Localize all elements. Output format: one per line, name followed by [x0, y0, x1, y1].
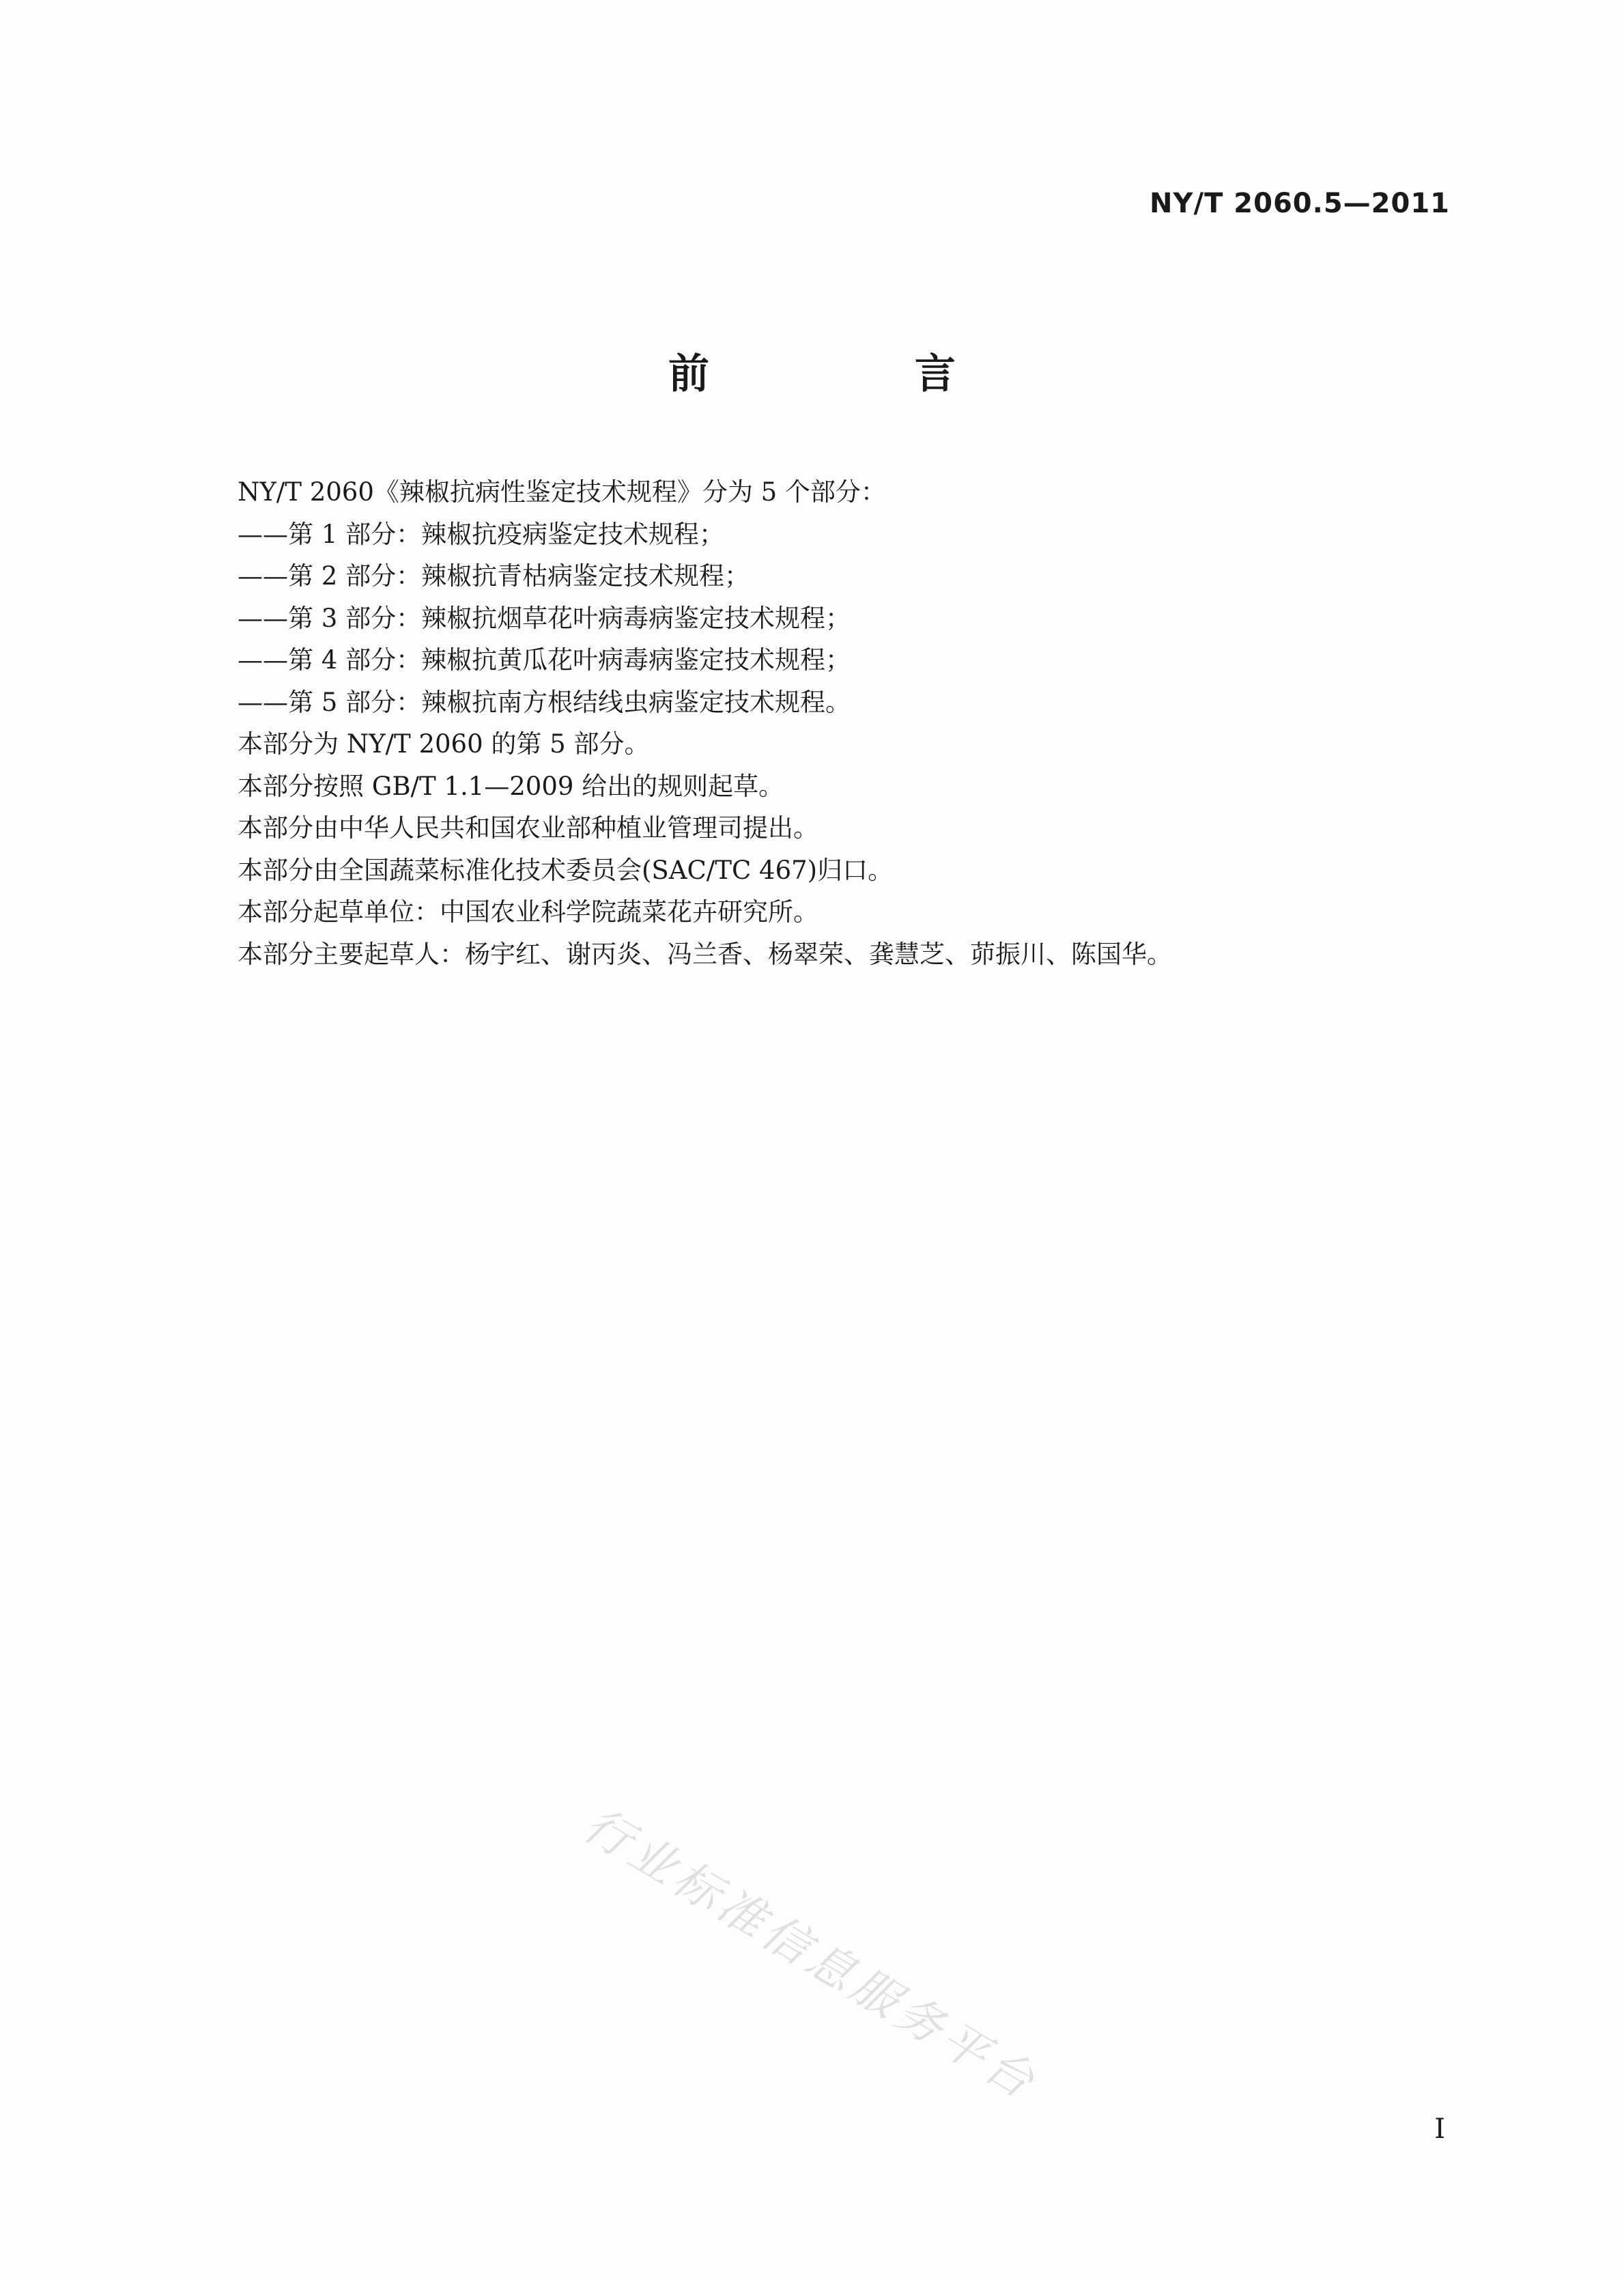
- list-item-part-1: ——第 1 部分：辣椒抗疫病鉴定技术规程；: [238, 519, 725, 549]
- paragraph-proposer: 本部分由中华人民共和国农业部种植业管理司提出。: [238, 813, 818, 843]
- standard-code: NY/T 2060.5—2011: [1150, 188, 1450, 219]
- paragraph-drafters: 本部分主要起草人：杨宇红、谢丙炎、冯兰香、杨翠荣、龚慧芝、茆振川、陈国华。: [238, 939, 1172, 969]
- watermark: 行业标准信息服务平台: [574, 1797, 1047, 2112]
- paragraph-intro: NY/T 2060《辣椒抗病性鉴定技术规程》分为 5 个部分：: [238, 477, 886, 507]
- paragraph-drafting-rules: 本部分按照 GB/T 1.1—2009 给出的规则起草。: [238, 771, 784, 801]
- list-item-part-4: ——第 4 部分：辣椒抗黄瓜花叶病毒病鉴定技术规程；: [238, 645, 851, 675]
- paragraph-committee: 本部分由全国蔬菜标准化技术委员会(SAC/TC 467)归口。: [238, 855, 894, 885]
- list-item-part-3: ——第 3 部分：辣椒抗烟草花叶病毒病鉴定技术规程；: [238, 603, 851, 633]
- page-title: 前 言: [668, 350, 1051, 398]
- paragraph-drafting-unit: 本部分起草单位：中国农业科学院蔬菜花卉研究所。: [238, 897, 818, 927]
- list-item-part-2: ——第 2 部分：辣椒抗青枯病鉴定技术规程；: [238, 561, 750, 591]
- page-number: I: [1434, 2113, 1445, 2145]
- foreword-body: [238, 471, 1466, 975]
- list-item-part-5: ——第 5 部分：辣椒抗南方根结线虫病鉴定技术规程。: [238, 687, 851, 717]
- paragraph-part-statement: 本部分为 NY/T 2060 的第 5 部分。: [238, 729, 650, 759]
